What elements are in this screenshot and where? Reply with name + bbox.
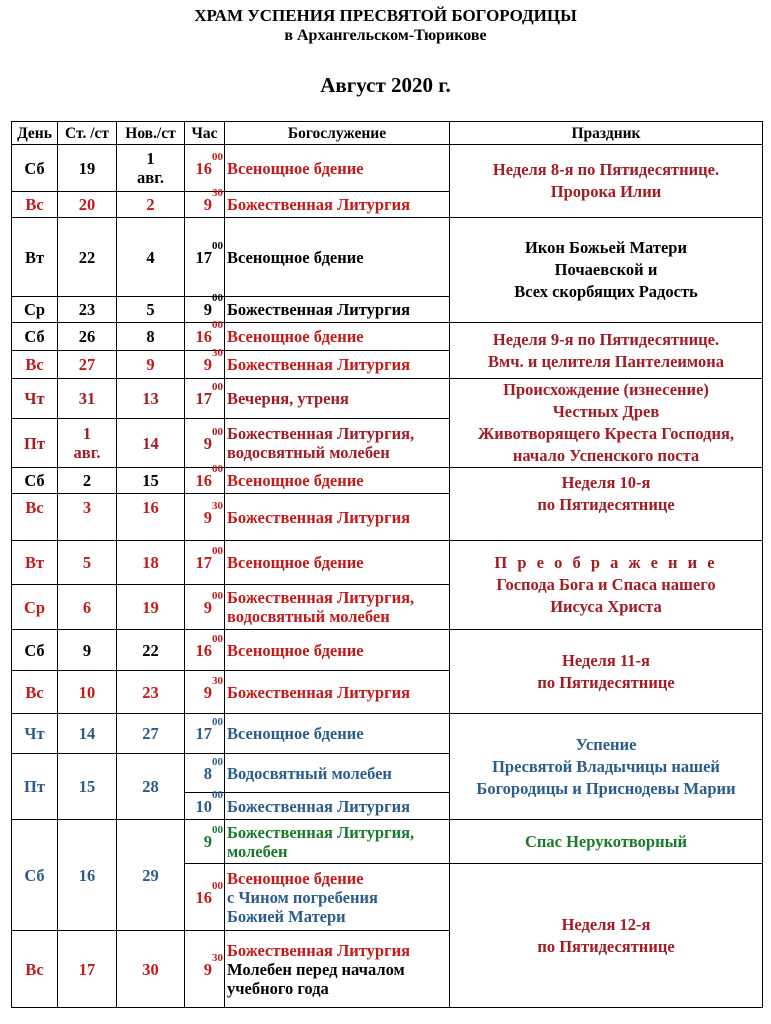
- hour: $17^{00}$: [185, 218, 225, 297]
- old-date: 9: [58, 630, 117, 671]
- hour: $10^{00}$: [185, 793, 225, 820]
- day: Сб: [12, 630, 58, 671]
- new-date: 28: [117, 754, 185, 820]
- old-date: 14: [58, 714, 117, 754]
- table-row: [12, 468, 763, 494]
- day: Вт: [12, 541, 58, 585]
- day: Вт: [12, 218, 58, 297]
- service: Всенощное бдение: [225, 541, 450, 585]
- old-date: 16: [58, 820, 117, 931]
- feast: Неделя 9-я по Пятидесятнице. Вмч. и целителя Пантелеимона: [450, 323, 763, 379]
- service: Всенощное бдение: [225, 714, 450, 754]
- day: Ср: [12, 297, 58, 323]
- feast: Неделя 12-я по Пятидесятнице: [450, 864, 763, 1008]
- old-date: 6: [58, 585, 117, 630]
- new-date: 8: [117, 323, 185, 351]
- hour: $17^{00}$: [185, 714, 225, 754]
- old-date: 27: [58, 351, 117, 379]
- service: Всенощное бдение: [225, 218, 450, 297]
- day: Пт: [12, 754, 58, 820]
- feast: Успение Пресвятой Владычицы нашей Богородицы и Приснодевы Марии: [450, 714, 763, 820]
- table-header-row: [12, 122, 763, 145]
- service: Божественная Литургия: [225, 297, 450, 323]
- new-date: 19: [117, 585, 185, 630]
- hour: $9^{30}$: [185, 494, 225, 541]
- hour: $9^{30}$: [185, 351, 225, 379]
- hour: $16^{00}$: [185, 323, 225, 351]
- feast: П р е о б р а ж е н и е Господа Бога и Спаса нашего Иисуса Христа: [450, 541, 763, 630]
- feast: Неделя 8-я по Пятидесятнице. Пророка Илии: [450, 145, 763, 218]
- service: Божественная Литургия, водосвятный молебен: [225, 419, 450, 468]
- day: Сб: [12, 468, 58, 494]
- service: Божественная Литургия, водосвятный молебен: [225, 585, 450, 630]
- day: Чт: [12, 379, 58, 419]
- month-title: Август 2020 г.: [320, 73, 451, 97]
- new-date: 15: [117, 468, 185, 494]
- service: Божественная Литургия: [225, 192, 450, 218]
- old-date: 1 авг.: [58, 419, 117, 468]
- new-date: 23: [117, 671, 185, 714]
- day: Пт: [12, 419, 58, 468]
- new-date: 1 авг.: [117, 145, 185, 192]
- col-old-style: Ст. /ст: [58, 122, 117, 145]
- church-location: в Архангельском-Тюрикове: [284, 27, 487, 44]
- hour: $9^{30}$: [185, 192, 225, 218]
- church-title: ХРАМ УСПЕНИЯ ПРЕСВЯТОЙ БОГОРОДИЦЫ: [194, 6, 577, 25]
- col-hour: Час: [185, 122, 225, 145]
- day: Вс: [12, 671, 58, 714]
- hour: $9^{00}$: [185, 419, 225, 468]
- day: Чт: [12, 714, 58, 754]
- hour: $17^{00}$: [185, 379, 225, 419]
- hour: $16^{00}$: [185, 145, 225, 192]
- service: Всенощное бдение: [225, 630, 450, 671]
- new-date: 22: [117, 630, 185, 671]
- hour: $9^{00}$: [185, 585, 225, 630]
- feast: Икон Божьей Матери Почаевской и Всех скорбящих Радость: [450, 218, 763, 323]
- table-row: [12, 541, 763, 585]
- new-date: 2: [117, 192, 185, 218]
- table-row: [12, 218, 763, 297]
- hour: $17^{00}$: [185, 541, 225, 585]
- old-date: 17: [58, 931, 117, 1008]
- old-date: 31: [58, 379, 117, 419]
- hour: $9^{30}$: [185, 671, 225, 714]
- old-date: 15: [58, 754, 117, 820]
- hour: $9^{00}$: [185, 297, 225, 323]
- table-row: [12, 379, 763, 419]
- day: Вс: [12, 351, 58, 379]
- old-date: 22: [58, 218, 117, 297]
- feast: Происхождение (изнесение) Честных Древ Животворящего Креста Господня, начало Успенского поста: [450, 379, 763, 468]
- service: Всенощное бдение с Чином погребения Божией Матери: [225, 864, 450, 931]
- service: Всенощное бдение: [225, 468, 450, 494]
- col-service: Богослужение: [225, 122, 450, 145]
- old-date: 26: [58, 323, 117, 351]
- day: Сб: [12, 145, 58, 192]
- old-date: 5: [58, 541, 117, 585]
- old-date: 20: [58, 192, 117, 218]
- new-date: 29: [117, 820, 185, 931]
- day: Вс: [12, 192, 58, 218]
- table-row: [12, 145, 763, 192]
- service: Божественная Литургия Молебен перед началом учебного года: [225, 931, 450, 1008]
- service: Всенощное бдение: [225, 145, 450, 192]
- table-row: [12, 630, 763, 671]
- new-date: 27: [117, 714, 185, 754]
- table-row: [12, 820, 763, 864]
- day: Вс: [12, 494, 58, 541]
- hour: $16^{00}$: [185, 468, 225, 494]
- service: Вечерня, утреня: [225, 379, 450, 419]
- new-date: 16: [117, 494, 185, 541]
- hour: $8^{00}$: [185, 754, 225, 793]
- new-date: 13: [117, 379, 185, 419]
- day: Сб: [12, 820, 58, 931]
- hour: $9^{30}$: [185, 931, 225, 1008]
- old-date: 2: [58, 468, 117, 494]
- hour: $9^{00}$: [185, 820, 225, 864]
- hour: $16^{00}$: [185, 630, 225, 671]
- feast: Спас Нерукотворный: [450, 820, 763, 864]
- day: Сб: [12, 323, 58, 351]
- new-date: 4: [117, 218, 185, 297]
- old-date: 3: [58, 494, 117, 541]
- feast: Неделя 11-я по Пятидесятнице: [450, 630, 763, 714]
- new-date: 14: [117, 419, 185, 468]
- table-row: [12, 323, 763, 351]
- hour: $16^{00}$: [185, 864, 225, 931]
- service: Божественная Литургия: [225, 793, 450, 820]
- col-day: День: [12, 122, 58, 145]
- table-row: [12, 714, 763, 754]
- service: Божественная Литургия: [225, 494, 450, 541]
- service: Всенощное бдение: [225, 323, 450, 351]
- service: Божественная Литургия: [225, 351, 450, 379]
- feast: Неделя 10-я по Пятидесятнице: [450, 468, 763, 541]
- col-feast: Праздник: [450, 122, 763, 145]
- old-date: 19: [58, 145, 117, 192]
- col-new-style: Нов./ст: [117, 122, 185, 145]
- new-date: 18: [117, 541, 185, 585]
- day: Ср: [12, 585, 58, 630]
- new-date: 30: [117, 931, 185, 1008]
- service: Божественная Литургия: [225, 671, 450, 714]
- new-date: 9: [117, 351, 185, 379]
- old-date: 10: [58, 671, 117, 714]
- service: Водосвятный молебен: [225, 754, 450, 793]
- day: Вс: [12, 931, 58, 1008]
- old-date: 23: [58, 297, 117, 323]
- schedule-table: [11, 121, 763, 1008]
- service: Божественная Литургия, молебен: [225, 820, 450, 864]
- new-date: 5: [117, 297, 185, 323]
